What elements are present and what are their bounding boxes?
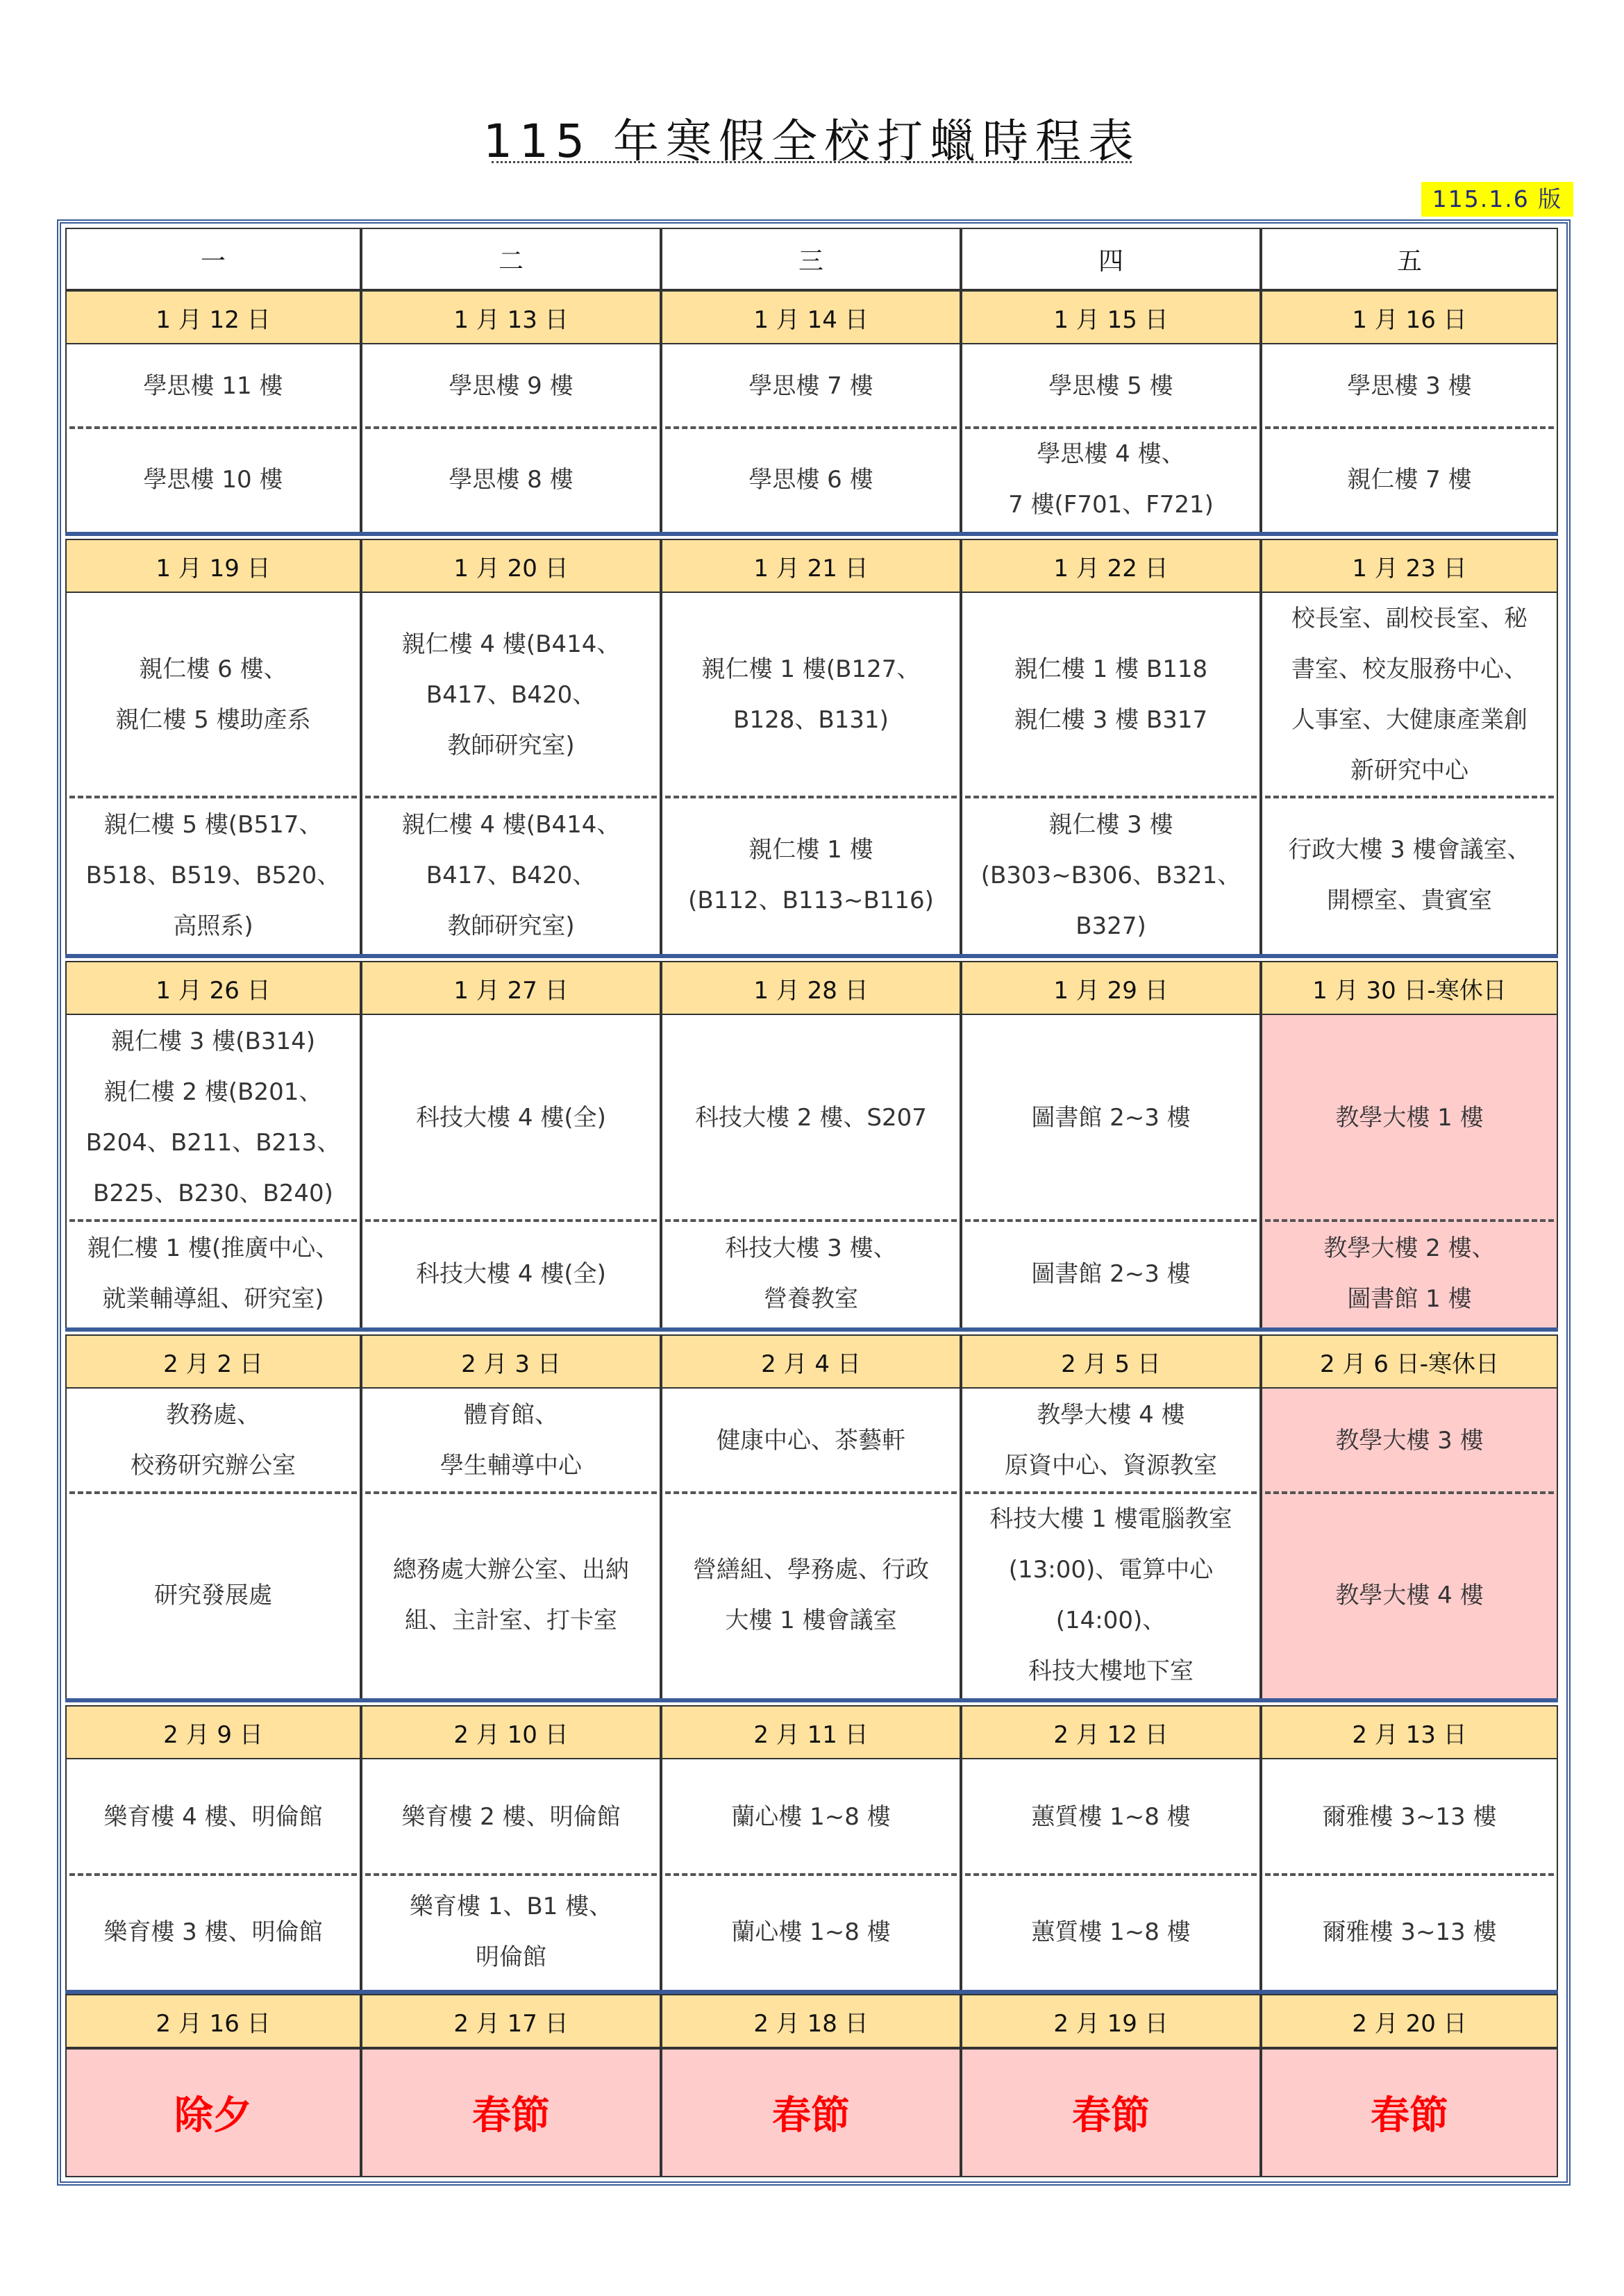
location-cell: [661, 428, 961, 532]
location-cell: [65, 797, 361, 954]
date-cell: [361, 961, 661, 1015]
weekday-header: [961, 228, 1261, 290]
location-cell: [961, 1389, 1261, 1493]
date-cell: [1261, 961, 1558, 1015]
date-cell-text: 2 月 13 日: [1352, 1720, 1467, 1749]
location-cell: [961, 593, 1261, 797]
date-cell-text: 2 月 5 日: [1061, 1350, 1161, 1378]
row-divider: [69, 1491, 357, 1494]
date-cell: [1261, 1994, 1558, 2048]
row-divider: [1265, 426, 1554, 429]
location-cell-text: 親仁樓 3 樓 (B303~B306、B321、 B327): [980, 810, 1241, 940]
date-cell: [661, 1705, 961, 1759]
holiday-cell-text: 春節: [772, 2093, 850, 2138]
date-cell-text: 1 月 21 日: [753, 554, 869, 583]
location-cell-text: 教學大樓 1 樓: [1335, 1103, 1484, 1132]
holiday-cell-text: 春節: [1072, 2093, 1150, 2138]
date-cell-text: 1 月 16 日: [1352, 305, 1467, 334]
date-cell: [961, 539, 1261, 593]
location-cell-text: 體育館、 學生輔導中心: [440, 1401, 582, 1480]
location-cell: [65, 593, 361, 797]
date-cell: [65, 290, 361, 344]
location-cell-text: 蘭心樓 1~8 樓: [731, 1918, 891, 1946]
location-cell-text: 教學大樓 4 樓 原資中心、資源教室: [1005, 1401, 1217, 1480]
location-cell-text: 營繕組、學務處、行政 大樓 1 樓會議室: [693, 1556, 929, 1634]
weekday-header-text: 四: [1098, 246, 1123, 276]
date-cell: [661, 539, 961, 593]
date-cell-text: 1 月 19 日: [156, 554, 271, 583]
date-cell-text: 2 月 19 日: [1053, 2009, 1169, 2038]
location-cell-text: 蘭心樓 1~8 樓: [731, 1802, 891, 1831]
date-cell: [361, 1994, 661, 2048]
location-cell-text: 學思樓 8 樓: [449, 465, 574, 494]
location-cell-text: 教學大樓 3 樓: [1335, 1426, 1484, 1455]
row-divider: [365, 1873, 657, 1876]
location-cell: [361, 1221, 661, 1327]
date-cell: [361, 1334, 661, 1389]
location-cell-text: 學思樓 6 樓: [748, 465, 873, 494]
holiday-cell-text: 除夕: [174, 2093, 252, 2138]
location-cell-text: 學思樓 11 樓: [143, 371, 283, 400]
location-cell: [961, 1875, 1261, 1990]
location-cell-text: 樂育樓 4 樓、明倫館: [103, 1802, 323, 1831]
location-cell: [65, 1389, 361, 1493]
date-cell: [65, 961, 361, 1015]
location-cell-text: 教務處、 校務研究辦公室: [131, 1401, 296, 1480]
row-divider: [365, 426, 657, 429]
location-cell: [1261, 428, 1558, 532]
location-cell: [661, 344, 961, 428]
location-cell: [661, 593, 961, 797]
location-cell-text: 科技大樓 3 樓、 營養教室: [725, 1234, 897, 1313]
holiday-cell: [65, 2048, 361, 2177]
week-separator: [65, 1327, 1558, 1332]
weekday-header: [361, 228, 661, 290]
date-cell-text: 2 月 18 日: [753, 2009, 869, 2038]
location-cell: [65, 1875, 361, 1990]
location-cell-text: 親仁樓 3 樓(B314) 親仁樓 2 樓(B201、 B204、B211、B213、 B225、B230、B240): [85, 1028, 341, 1207]
location-cell: [361, 593, 661, 797]
holiday-cell: [961, 2048, 1261, 2177]
page-title: 115 年寒假全校打蠟時程表: [483, 115, 1141, 168]
location-cell: [361, 1493, 661, 1698]
date-cell-text: 2 月 2 日: [163, 1350, 263, 1378]
location-cell: [361, 1389, 661, 1493]
date-cell: [961, 1705, 1261, 1759]
date-cell: [65, 539, 361, 593]
row-divider: [69, 426, 357, 429]
location-cell: [361, 797, 661, 954]
location-cell-text: 親仁樓 4 樓(B414、 B417、B420、 教師研究室): [401, 810, 621, 940]
row-divider: [1265, 1219, 1554, 1222]
location-cell: [661, 1493, 961, 1698]
location-cell: [661, 1389, 961, 1493]
location-cell-text: 學思樓 3 樓: [1347, 371, 1472, 400]
location-cell: [1261, 593, 1558, 797]
location-cell-text: 研究發展處: [154, 1581, 272, 1609]
location-cell-text: 親仁樓 1 樓(B127、 B128、B131): [701, 655, 921, 734]
date-cell-text: 2 月 4 日: [761, 1350, 861, 1378]
location-cell: [661, 1221, 961, 1327]
holiday-cell: [1261, 2048, 1558, 2177]
location-cell: [961, 428, 1261, 532]
location-cell-text: 科技大樓 4 樓(全): [416, 1259, 606, 1288]
location-cell: [1261, 1759, 1558, 1875]
date-cell: [661, 290, 961, 344]
location-cell-text: 科技大樓 4 樓(全): [416, 1103, 606, 1132]
location-cell-text: 樂育樓 3 樓、明倫館: [103, 1918, 323, 1946]
location-cell-text: 教學大樓 4 樓: [1335, 1581, 1484, 1609]
location-cell: [961, 1221, 1261, 1327]
location-cell: [1261, 344, 1558, 428]
date-cell: [661, 1334, 961, 1389]
date-cell-text: 1 月 12 日: [156, 305, 271, 334]
location-cell-text: 學思樓 9 樓: [449, 371, 574, 400]
location-cell-text: 蕙質樓 1~8 樓: [1031, 1918, 1191, 1946]
row-divider: [965, 1873, 1257, 1876]
date-cell-text: 1 月 28 日: [753, 976, 869, 1005]
row-divider: [1265, 1491, 1554, 1494]
date-cell-text: 2 月 10 日: [453, 1720, 569, 1749]
date-cell-text: 2 月 11 日: [753, 1720, 869, 1749]
location-cell-text: 總務處大辦公室、出納 組、主計室、打卡室: [393, 1556, 629, 1634]
date-cell-text: 2 月 16 日: [156, 2009, 271, 2038]
date-cell-text: 1 月 14 日: [753, 305, 869, 334]
date-cell-text: 2 月 3 日: [461, 1350, 561, 1378]
location-cell-text: 親仁樓 5 樓(B517、 B518、B519、B520、 高照系): [85, 810, 341, 940]
location-cell: [1261, 1493, 1558, 1698]
location-cell: [961, 344, 1261, 428]
row-divider: [665, 426, 957, 429]
location-cell: [65, 1759, 361, 1875]
row-divider: [365, 796, 657, 798]
date-cell-text: 1 月 15 日: [1053, 305, 1169, 334]
location-cell-text: 親仁樓 4 樓(B414、 B417、B420、 教師研究室): [401, 630, 621, 760]
location-cell: [661, 797, 961, 954]
location-cell-text: 圖書館 2~3 樓: [1031, 1259, 1191, 1288]
date-cell-text: 1 月 22 日: [1053, 554, 1169, 583]
date-cell-text: 2 月 20 日: [1352, 2009, 1467, 2038]
holiday-cell: [661, 2048, 961, 2177]
location-cell-text: 科技大樓 2 樓、S207: [695, 1103, 927, 1132]
date-cell-text: 1 月 30 日-寒休日: [1312, 976, 1507, 1005]
location-cell: [65, 344, 361, 428]
location-cell-text: 健康中心、茶藝軒: [717, 1426, 905, 1455]
location-cell: [65, 1493, 361, 1698]
holiday-cell-text: 春節: [1371, 2093, 1448, 2138]
weekday-header-text: 五: [1396, 246, 1422, 276]
week-separator: [65, 954, 1558, 958]
row-divider: [965, 1491, 1257, 1494]
location-cell-text: 親仁樓 1 樓 (B112、B113~B116): [688, 836, 934, 914]
date-cell: [361, 1705, 661, 1759]
location-cell: [961, 797, 1261, 954]
location-cell: [961, 1015, 1261, 1221]
row-divider: [1265, 1873, 1554, 1876]
date-cell-text: 1 月 26 日: [156, 976, 271, 1005]
location-cell: [1261, 1875, 1558, 1990]
location-cell: [361, 1015, 661, 1221]
location-cell-text: 親仁樓 6 樓、 親仁樓 5 樓助產系: [115, 655, 311, 734]
location-cell: [65, 1221, 361, 1327]
week-separator: [65, 532, 1558, 536]
location-cell-text: 樂育樓 1、B1 樓、 明倫館: [409, 1893, 613, 1971]
row-divider: [665, 1491, 957, 1494]
location-cell: [1261, 1015, 1558, 1221]
location-cell: [661, 1015, 961, 1221]
date-cell: [661, 1994, 961, 2048]
version-badge: 115.1.6 版: [1421, 182, 1573, 217]
date-cell-text: 2 月 17 日: [453, 2009, 569, 2038]
location-cell: [661, 1875, 961, 1990]
row-divider: [365, 1491, 657, 1494]
date-cell: [65, 1705, 361, 1759]
date-cell: [361, 290, 661, 344]
weekday-header: [661, 228, 961, 290]
location-cell-text: 蕙質樓 1~8 樓: [1031, 1802, 1191, 1831]
location-cell-text: 行政大樓 3 樓會議室、 開標室、貴賓室: [1288, 836, 1531, 914]
date-cell-text: 1 月 20 日: [453, 554, 569, 583]
row-divider: [69, 796, 357, 798]
location-cell-text: 科技大樓 1 樓電腦教室 (13:00)、電算中心 (14:00)、 科技大樓地下室: [989, 1505, 1232, 1685]
location-cell: [65, 1015, 361, 1221]
location-cell: [961, 1759, 1261, 1875]
location-cell-text: 爾雅樓 3~13 樓: [1322, 1802, 1497, 1831]
row-divider: [665, 796, 957, 798]
location-cell: [361, 428, 661, 532]
date-cell-text: 1 月 27 日: [453, 976, 569, 1005]
location-cell: [361, 344, 661, 428]
title-underline: [492, 161, 1132, 163]
location-cell-text: 親仁樓 1 樓 B118 親仁樓 3 樓 B317: [1014, 655, 1208, 734]
location-cell-text: 校長室、副校長室、秘 書室、校友服務中心、 人事室、大健康產業創 新研究中心: [1291, 605, 1527, 785]
weekday-header-text: 三: [798, 246, 823, 276]
row-divider: [665, 1873, 957, 1876]
date-cell: [361, 539, 661, 593]
date-cell: [1261, 1334, 1558, 1389]
location-cell: [361, 1875, 661, 1990]
location-cell: [961, 1493, 1261, 1698]
date-cell: [961, 961, 1261, 1015]
date-cell-text: 2 月 6 日-寒休日: [1320, 1350, 1499, 1378]
row-divider: [965, 796, 1257, 798]
location-cell: [361, 1759, 661, 1875]
location-cell: [65, 428, 361, 532]
date-cell-text: 2 月 12 日: [1053, 1720, 1169, 1749]
date-cell: [65, 1334, 361, 1389]
date-cell: [65, 1994, 361, 2048]
location-cell-text: 教學大樓 2 樓、 圖書館 1 樓: [1323, 1234, 1496, 1313]
date-cell: [1261, 290, 1558, 344]
location-cell-text: 學思樓 10 樓: [143, 465, 283, 494]
weekday-header-text: 一: [200, 246, 226, 276]
date-cell: [961, 1994, 1261, 2048]
location-cell: [1261, 1389, 1558, 1493]
location-cell-text: 學思樓 5 樓: [1048, 371, 1173, 400]
date-cell-text: 1 月 23 日: [1352, 554, 1467, 583]
date-cell-text: 1 月 29 日: [1053, 976, 1169, 1005]
location-cell-text: 樂育樓 2 樓、明倫館: [401, 1802, 621, 1831]
location-cell-text: 親仁樓 7 樓: [1347, 465, 1472, 494]
location-cell-text: 學思樓 7 樓: [748, 371, 873, 400]
date-cell: [661, 961, 961, 1015]
weekday-header: [65, 228, 361, 290]
row-divider: [665, 1219, 957, 1222]
location-cell: [661, 1759, 961, 1875]
holiday-cell-text: 春節: [472, 2093, 550, 2138]
location-cell: [1261, 797, 1558, 954]
location-cell-text: 圖書館 2~3 樓: [1031, 1103, 1191, 1132]
weekday-header: [1261, 228, 1558, 290]
date-cell: [961, 1334, 1261, 1389]
row-divider: [69, 1219, 357, 1222]
row-divider: [1265, 796, 1554, 798]
date-cell-text: 2 月 9 日: [163, 1720, 263, 1749]
weekday-header-text: 二: [498, 246, 524, 276]
date-cell-text: 1 月 13 日: [453, 305, 569, 334]
date-cell: [961, 290, 1261, 344]
holiday-cell: [361, 2048, 661, 2177]
row-divider: [965, 1219, 1257, 1222]
location-cell-text: 親仁樓 1 樓(推廣中心、 就業輔導組、研究室): [87, 1234, 340, 1313]
location-cell-text: 爾雅樓 3~13 樓: [1322, 1918, 1497, 1946]
row-divider: [965, 426, 1257, 429]
location-cell-text: 學思樓 4 樓、 7 樓(F701、F721): [1008, 440, 1214, 519]
row-divider: [69, 1873, 357, 1876]
row-divider: [365, 1219, 657, 1222]
date-cell: [1261, 1705, 1558, 1759]
week-separator: [65, 1698, 1558, 1702]
location-cell: [1261, 1221, 1558, 1327]
date-cell: [1261, 539, 1558, 593]
